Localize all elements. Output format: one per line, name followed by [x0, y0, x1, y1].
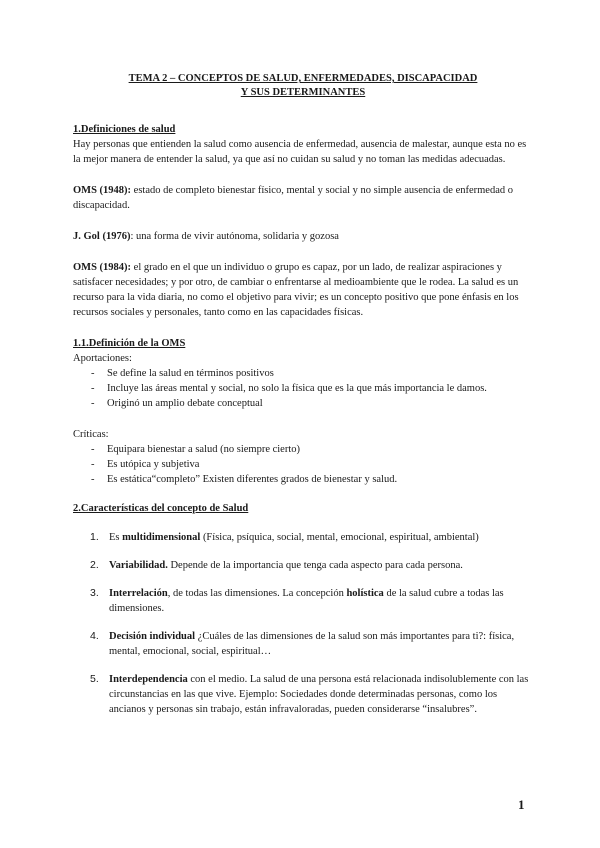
list-number: 2.	[90, 559, 99, 571]
criticas-list	[73, 442, 533, 487]
document-page	[73, 72, 533, 730]
list-item-text: (Física, psíquica, social, mental, emocional, espiritual, ambiental)	[200, 532, 479, 543]
definition-gol-1976	[73, 229, 533, 244]
list-item: - Es utópica y subjetiva	[91, 459, 200, 470]
list-item-text: Es	[109, 532, 123, 543]
list-item: - Equipara bienestar a salud (no siempre cierto)	[91, 444, 301, 455]
definition-oms-1948	[73, 183, 533, 213]
list-item	[73, 629, 533, 659]
list-item-keyword: Decisión individual	[109, 631, 196, 642]
document-title-line-2: Y SUS DETERMINANTES	[240, 87, 366, 98]
list-item-keyword: Interdependencia	[109, 674, 188, 685]
characteristics-list	[73, 530, 533, 717]
aportaciones-label: Aportaciones:	[73, 353, 132, 364]
list-item: - Se define la salud en términos positivos	[91, 368, 274, 379]
list-number: 4.	[90, 630, 99, 642]
list-item-keyword: Variabilidad.	[109, 560, 168, 571]
list-item	[73, 672, 533, 717]
list-item: - Es estática“completo” Existen diferentes grados de bienestar y salud.	[91, 474, 398, 485]
definition-oms-1984-text: el grado en el que un individuo o grupo es capaz, por un lado, de realizar aspiraciones y satisfacer necesidades; y por otro, de cambiar o enfrentarse al medioambiente que le rodea. La salud es un recurso para la vida diaria, no como el objetivo para vivir; es un concepto positivo que pone énfasis en los recursos sociales y personales, tanto como en las capacidades físicas.	[73, 262, 519, 318]
list-item-text: Equipara bienestar a salud (no siempre cierto)	[107, 444, 301, 455]
list-item	[73, 558, 533, 573]
list-item-text: Depende de la importancia que tenga cada aspecto para cada persona.	[167, 560, 463, 571]
definition-oms-1948-label: OMS (1948):	[73, 185, 132, 196]
definition-gol-1976-label: J. Gol (1976)	[73, 231, 131, 242]
list-item-keyword: holística	[346, 588, 384, 599]
list-item-text: Se define la salud en términos positivos	[107, 368, 274, 379]
list-item-text: Originó un amplio debate conceptual	[107, 398, 263, 409]
page-number: 1	[518, 797, 525, 812]
list-item	[73, 586, 533, 616]
document-title-line-1: TEMA 2 – CONCEPTOS DE SALUD, ENFERMEDADES, DISCAPACIDAD	[128, 73, 478, 84]
aportaciones-list	[73, 366, 533, 411]
definition-gol-1976-text: : una forma de vivir autónoma, solidaria y gozosa	[130, 231, 339, 242]
list-item-text: ¿Cuáles de las dimensiones de la salud son más importantes para ti?: física, mental, emocional, social, espiritual…	[109, 631, 515, 657]
list-item: - Originó un amplio debate conceptual	[91, 398, 263, 409]
list-item-text: de la salud cubre a todas las dimensiones.	[109, 588, 504, 614]
section-2-heading: 2.Características del concepto de Salud	[73, 503, 249, 514]
definition-oms-1948-text: estado de completo bienestar físico, mental y social y no simple ausencia de enfermedad o discapacidad.	[73, 185, 513, 211]
section-1-intro: Hay personas que entienden la salud como ausencia de enfermedad, ausencia de malestar, aunque esta no es la mejor manera de entender la salud, ya que así no cuidan su salud y no toman las medidas adecuadas.	[73, 139, 527, 165]
definition-oms-1984-label: OMS (1984):	[73, 262, 132, 273]
definition-oms-1984	[73, 260, 533, 320]
list-number: 5.	[90, 673, 99, 685]
list-item-keyword: multidimensional	[122, 532, 201, 543]
list-number: 1.	[90, 531, 99, 543]
list-item-text: Es estática“completo” Existen diferentes grados de bienestar y salud.	[107, 474, 398, 485]
list-item-text: con el medio. La salud de una persona está relacionada indisolublemente con las circunstancias en las que vive. Ejemplo: Sociedades donde determinadas personas, como los ancianos y personas sin trabajo, están infravaloradas, pueden considerarse “insalubres”.	[109, 674, 529, 715]
section-1-1-heading: 1.1.Definición de la OMS	[73, 338, 186, 349]
criticas-label: Críticas:	[73, 429, 109, 440]
list-item-text: Es utópica y subjetiva	[107, 459, 200, 470]
list-item-keyword: Interrelación	[109, 588, 168, 599]
list-item	[73, 530, 533, 545]
list-item-text: Incluye las áreas mental y social, no solo la física que es la que más importancia le damos.	[107, 383, 487, 394]
list-item-text: , de todas las dimensiones. La concepción	[167, 588, 347, 599]
section-1-heading: 1.Definiciones de salud	[73, 124, 176, 135]
list-number: 3.	[90, 587, 99, 599]
list-item: - Incluye las áreas mental y social, no solo la física que es la que más importancia le damos.	[91, 383, 487, 394]
